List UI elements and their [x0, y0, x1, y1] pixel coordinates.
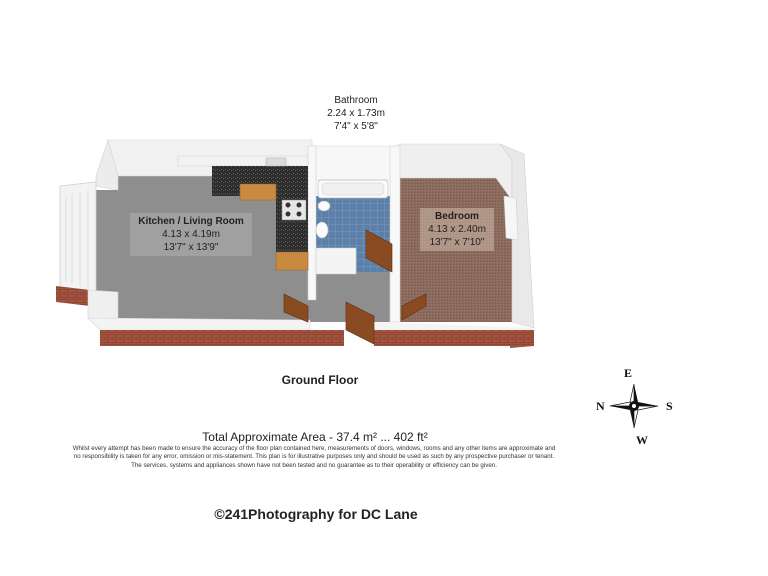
partition-bath-bedroom: [390, 146, 400, 322]
hob-ring-icon: [286, 212, 291, 217]
bedroom-window: [504, 196, 518, 240]
kitchen-imperial: 13'7" x 13'9": [163, 242, 219, 253]
wall-cabinet: [178, 156, 308, 166]
bathroom-label: [306, 94, 406, 133]
hob-ring-icon: [286, 203, 291, 208]
bathroom-name: Bathroom: [334, 95, 378, 106]
bedroom-imperial: 13'7" x 7'10": [429, 237, 485, 248]
hob-icon: [282, 200, 306, 220]
sink-icon: [266, 158, 286, 166]
total-area: Total Approximate Area - 37.4 m² ... 402 ft²: [202, 430, 428, 444]
bedroom-metric: 4.13 x 2.40m: [428, 224, 486, 235]
bathroom-metric: 2.24 x 1.73m: [327, 108, 385, 119]
left-lower-wall: [88, 290, 118, 322]
bathroom-imperial: 7'4" x 5'8": [334, 121, 378, 132]
compass-west-label: W: [636, 433, 648, 447]
bedroom-name: Bedroom: [435, 211, 479, 222]
cabinets-front: [240, 184, 276, 200]
compass-east-label: E: [624, 366, 633, 380]
compass-south-label: S: [666, 399, 673, 413]
disclaimer-line: no responsibility is taken for any error, omission or mis-statement. This plan is for illustrative purposes only and should be used as such by any prospective purchaser or tenant.: [73, 453, 555, 461]
front-wall-brick-right: [374, 330, 534, 346]
front-wall-brick-left: [100, 330, 344, 346]
disclaimer: [6, 445, 622, 470]
bay-window: [60, 182, 96, 296]
kitchen-name: Kitchen / Living Room: [138, 216, 244, 227]
bedroom-label: [420, 208, 494, 251]
compass-north-label: N: [596, 399, 605, 413]
hob-ring-icon: [297, 203, 302, 208]
toilet-icon: [318, 201, 330, 211]
disclaimer-line: Whilst every attempt has been made to ensure the accuracy of the floor plan contained here, measurements of doors, windows, rooms and any other items are approximate and: [72, 445, 556, 452]
partition-kitchen-bath: [308, 146, 316, 300]
front-wall-top-right: [374, 322, 534, 330]
back-wall-bath: [312, 146, 398, 180]
front-wall-top: [88, 318, 310, 330]
basin-icon: [316, 222, 328, 238]
photography-credit: ©241Photography for DC Lane: [214, 506, 418, 522]
hob-ring-icon: [297, 212, 302, 217]
disclaimer-line: The services, systems and appliances shown have not been tested and no guarantee as to their operability or efficiency can be given.: [131, 461, 497, 469]
cabinets-side: [276, 252, 308, 270]
kitchen-label: [130, 213, 252, 256]
bath-tub-inner-icon: [322, 183, 384, 195]
kitchen-metric: 4.13 x 4.19m: [162, 229, 220, 240]
floor-title: Ground Floor: [281, 373, 359, 387]
partition-bath-hall: [316, 248, 356, 274]
